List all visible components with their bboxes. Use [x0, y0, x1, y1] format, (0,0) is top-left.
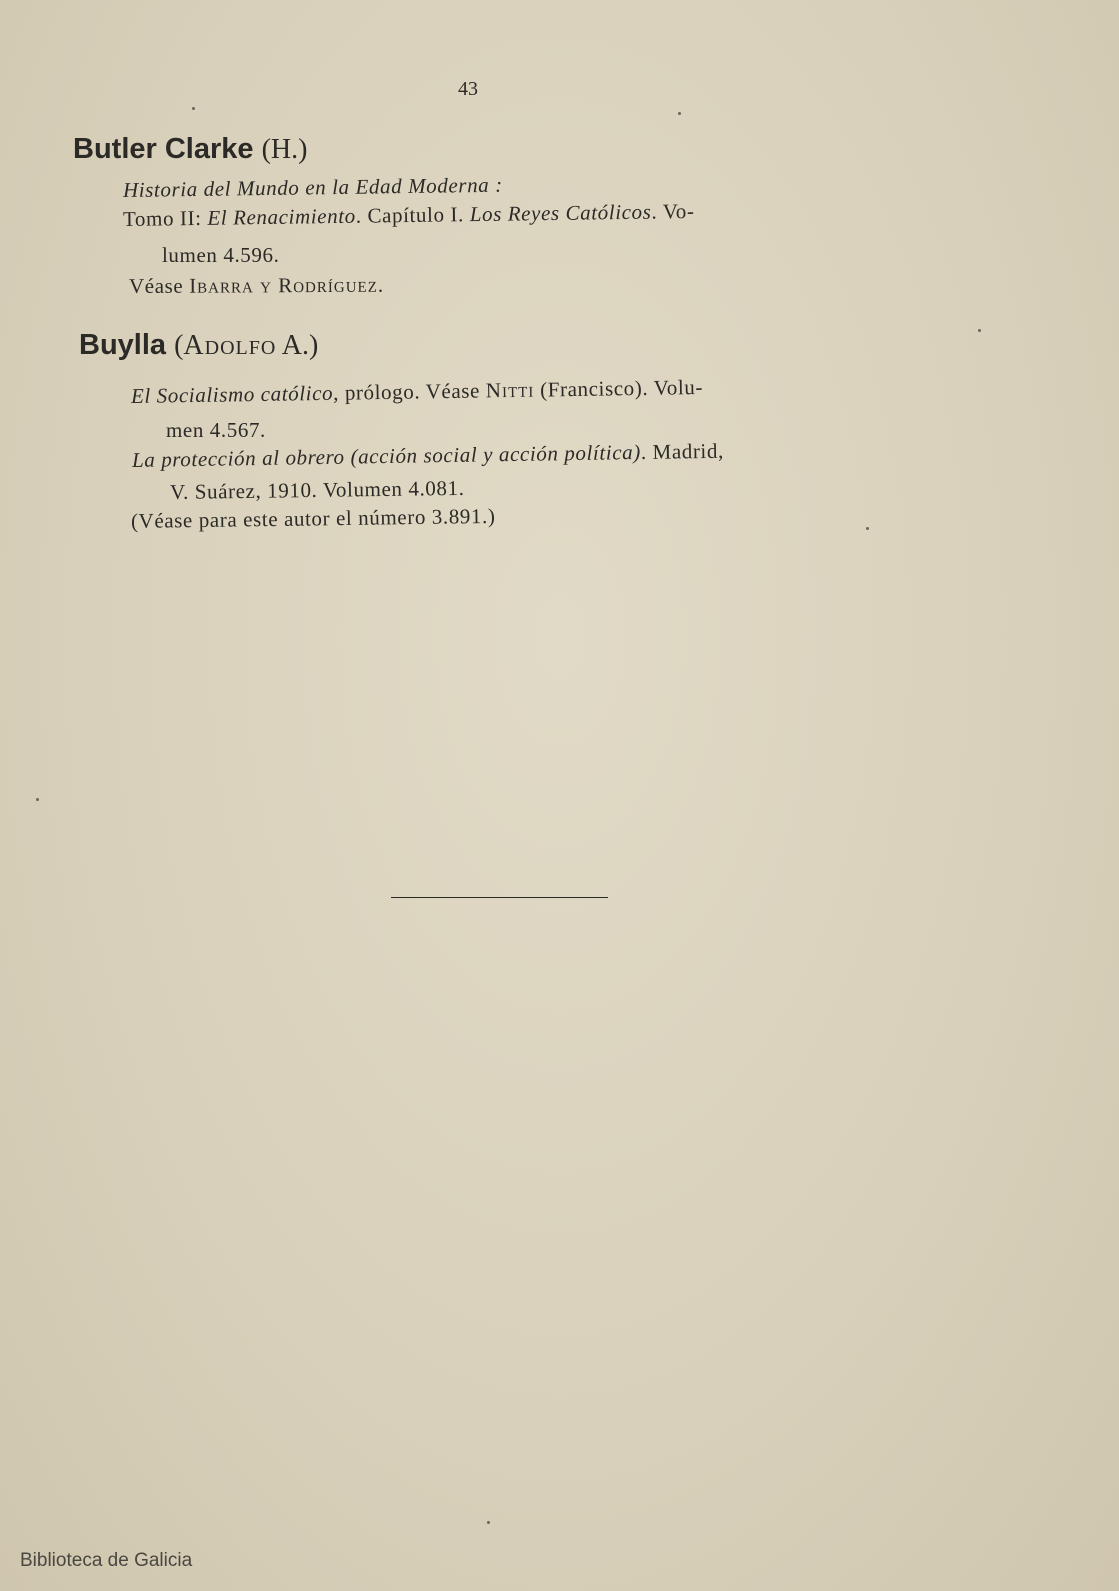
page-number: 43 [458, 78, 478, 100]
paper-speck [192, 107, 195, 110]
library-watermark: Biblioteca de Galicia [20, 1550, 193, 1571]
entry-line: (Véase para este autor el número 3.891.) [130, 503, 496, 533]
cross-reference: Nitti [485, 377, 535, 403]
paper-speck [678, 112, 681, 115]
entry-line: Historia del Mundo en la Edad Moderna : [122, 172, 503, 202]
author-name: Buylla [79, 329, 167, 361]
section-divider [391, 897, 608, 898]
entry-heading-buylla [79, 329, 318, 362]
paper-speck [36, 798, 39, 801]
entry-line: V. Suárez, 1910. Volumen 4.081. [169, 475, 465, 504]
cross-reference: Ibarra y Rodríguez [189, 272, 378, 298]
entry-line: La protección al obrero (acción social y acción política). Madrid, [131, 438, 725, 472]
author-given-name: (Adolfo A.) [174, 330, 319, 361]
author-initial: (H.) [261, 134, 308, 165]
paper-speck [487, 1521, 490, 1524]
entry-line: lumen 4.596. [162, 243, 280, 267]
entry-line: El Socialismo católico, prólogo. Véase Nitti (Francisco). Volu- [130, 375, 704, 408]
entry-heading-butler-clarke [73, 133, 307, 166]
paper-speck [978, 329, 981, 332]
entry-line: Tomo II: El Renacimiento. Capítulo I. Los Reyes Católicos. Vo- [122, 199, 695, 231]
paper-speck [866, 527, 869, 530]
entry-line: men 4.567. [166, 418, 266, 442]
author-name: Butler Clarke [73, 133, 254, 165]
entry-line: Véase Ibarra y Rodríguez. [128, 272, 384, 298]
